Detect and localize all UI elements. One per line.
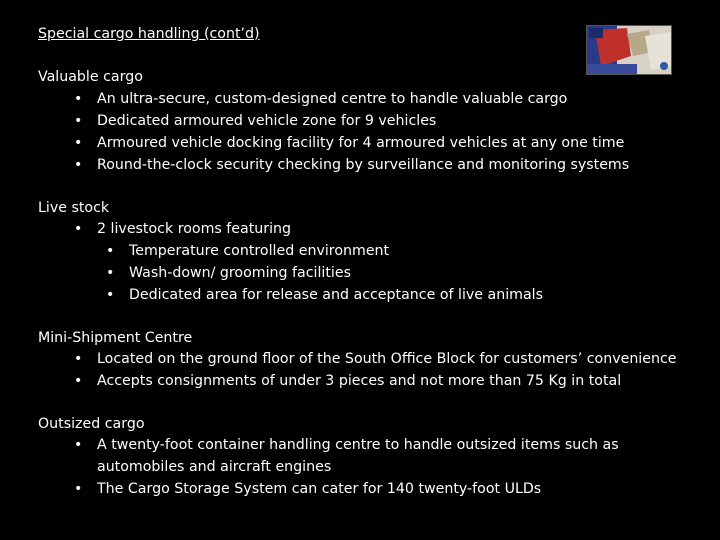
list-item-continuation: automobiles and aircraft engines <box>97 459 332 475</box>
corner-photo <box>586 25 672 75</box>
sub-list-item: • Temperature controlled environment <box>106 243 390 259</box>
sub-list-item: • Wash-down/ grooming facilities <box>106 265 351 281</box>
section-heading-outsized-cargo: Outsized cargo <box>38 416 145 432</box>
list-item: • The Cargo Storage System can cater for 140 twenty-foot ULDs <box>74 481 542 497</box>
cargo-photo-icon <box>587 26 672 75</box>
list-item: • Armoured vehicle docking facility for 4 armoured vehicles at any one time <box>74 135 625 151</box>
list-item: • Located on the ground floor of the South Office Block for customers’ convenience <box>74 351 677 367</box>
section-heading-valuable-cargo: Valuable cargo <box>38 69 143 85</box>
list-item: • Accepts consignments of under 3 pieces and not more than 75 Kg in total <box>74 373 622 389</box>
slide-title: Special cargo handling (cont’d) <box>38 26 260 42</box>
list-item: • An ultra-secure, custom-designed centre to handle valuable cargo <box>74 91 568 107</box>
list-item: • A twenty-foot container handling centre to handle outsized items such as <box>74 437 619 453</box>
list-item: • 2 livestock rooms featuring <box>74 221 292 237</box>
section-heading-live-stock: Live stock <box>38 200 110 216</box>
sub-list-item: • Dedicated area for release and acceptance of live animals <box>106 287 544 303</box>
section-heading-mini-shipment-centre: Mini-Shipment Centre <box>38 330 193 346</box>
list-item: • Round-the-clock security checking by surveillance and monitoring systems <box>74 157 630 173</box>
list-item: • Dedicated armoured vehicle zone for 9 vehicles <box>74 113 437 129</box>
